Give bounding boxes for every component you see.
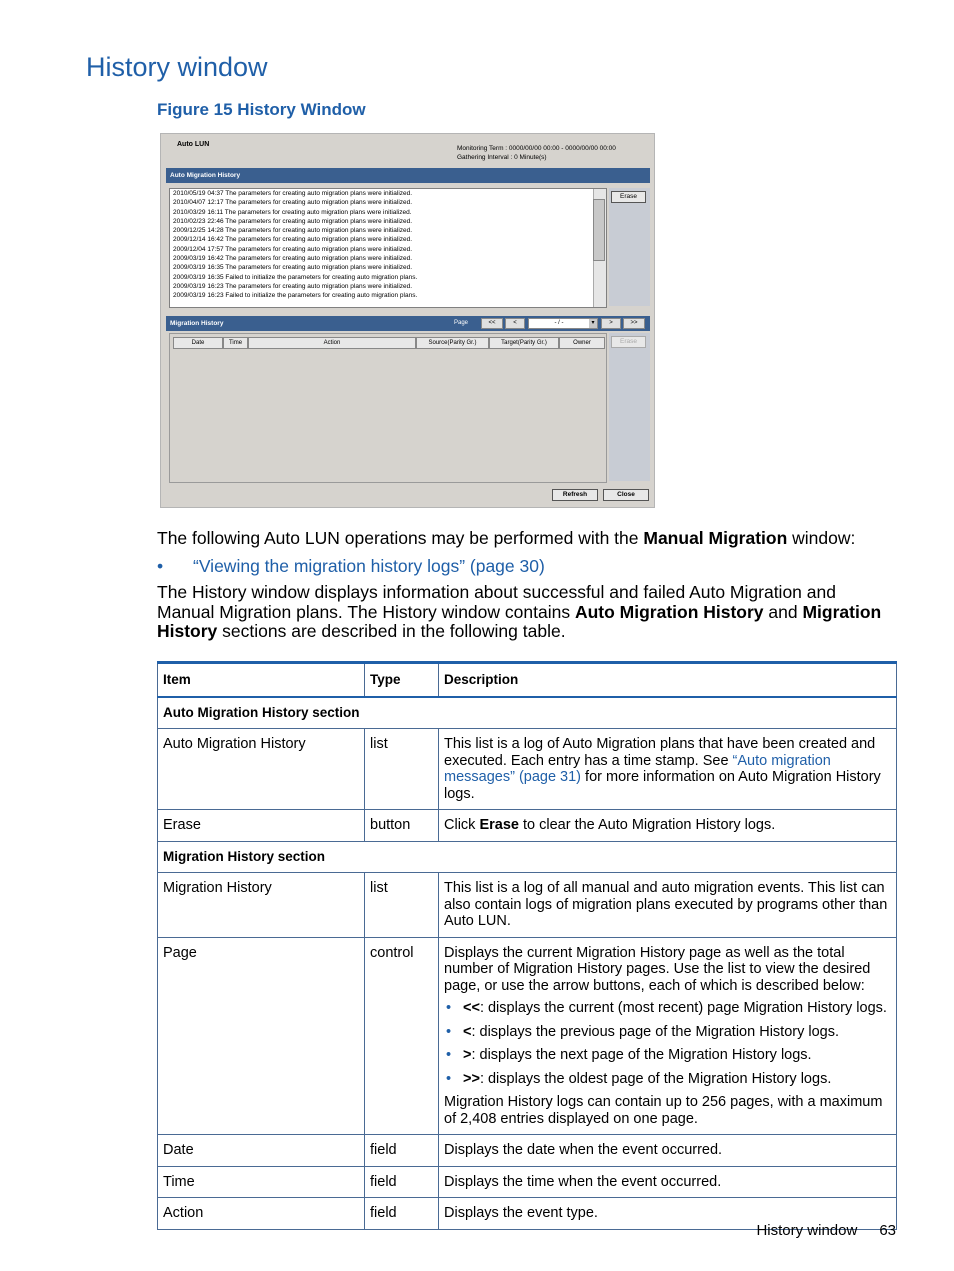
window-title: Auto LUN <box>177 141 210 148</box>
list-item: 2009/03/19 16:35 Failed to initialize the parameters for creating auto migration plans. <box>173 273 418 281</box>
list-item: • >>: displays the oldest page of the Migration History logs. <box>444 1071 891 1088</box>
list-item: 2010/04/07 12:17 The parameters for creating auto migration plans were initialized. <box>173 199 413 207</box>
vertical-scrollbar[interactable] <box>593 189 606 307</box>
list-item: 2009/03/19 16:42 The parameters for creating auto migration plans were initialized. <box>173 255 413 263</box>
table-row: Migration History list This list is a log of all manual and auto migration events. This list can also contain logs of migration plans executed by programs other than Auto LUN. <box>158 873 897 938</box>
list-item: • <<: displays the current (most recent) page Migration History logs. <box>444 1000 891 1017</box>
auto-migration-history-bar: Auto Migration History <box>166 168 650 183</box>
bullet-item: • “Viewing the migration history logs” (page 30) <box>157 556 545 576</box>
column-header-action[interactable]: Action <box>248 337 416 349</box>
table-header-row <box>158 663 897 697</box>
table-row: Page control Displays the current Migration History page as well as the total number of Migration History pages. Use the list to view the desired page, or use the arrow buttons, each of which is described below: • <<: displays the current (most recent) page Migration History logs. • <: displays the previous page of the Migration History logs. • >: displays the next page of the Migration History logs. • >>: displays the oldest page of the Migration History logs. Migration History logs can contain up to 256 pages, with a maximum of 2,408 entries displayed on one page. <box>158 937 897 1135</box>
right-panel <box>609 188 650 306</box>
list-item: • <: displays the previous page of the Migration History logs. <box>444 1024 891 1041</box>
items-table <box>157 661 897 1230</box>
list-item: 2009/03/19 16:35 The parameters for creating auto migration plans were initialized. <box>173 264 413 272</box>
column-header-date[interactable]: Date <box>173 337 223 349</box>
column-header-target[interactable]: Target(Parity Gr.) <box>489 337 559 349</box>
list-item: 2009/12/14 16:42 The parameters for creating auto migration plans were initialized. <box>173 236 413 244</box>
next-page-button[interactable]: > <box>601 318 621 329</box>
gathering-interval: Gathering Interval : 0 Minute(s) <box>457 154 547 161</box>
last-page-button[interactable]: >> <box>623 318 645 329</box>
erase-button[interactable]: Erase <box>611 191 646 203</box>
list-item: 2009/12/25 14:28 The parameters for creating auto migration plans were initialized. <box>173 227 413 235</box>
monitor-info <box>457 144 616 162</box>
figure-caption: Figure 15 History Window <box>157 100 366 119</box>
chevron-down-icon: ▾ <box>589 319 597 328</box>
header-description: Description <box>439 663 897 697</box>
erase-button-disabled[interactable]: Erase <box>611 336 646 348</box>
list-item: 2010/03/29 16:11 The parameters for creating auto migration plans were initialized. <box>173 208 412 216</box>
description-paragraph: The History window displays information about successful and failed Auto Migration and Manual Migration plans. The History window contains Auto Migration History and Migration History sections are described in the following table. <box>157 582 882 641</box>
auto-migration-messages-link[interactable]: “Auto migration messages” (page 31) <box>444 752 831 785</box>
viewing-history-link[interactable]: “Viewing the migration history logs” (page 30) <box>193 556 545 576</box>
list-item: • >: displays the next page of the Migration History logs. <box>444 1047 891 1064</box>
section-row: Auto Migration History section <box>158 697 897 729</box>
column-header-owner[interactable]: Owner <box>559 337 605 349</box>
table-row: Action field Displays the event type. <box>158 1198 897 1230</box>
close-button[interactable]: Close <box>603 489 649 501</box>
list-item: 2009/12/04 17:57 The parameters for creating auto migration plans were initialized. <box>173 245 413 253</box>
first-page-button[interactable]: << <box>481 318 503 329</box>
section-row: Migration History section <box>158 841 897 873</box>
list-item: 2010/02/23 22:46 The parameters for creating auto migration plans were initialized. <box>173 217 413 225</box>
header-item: Item <box>158 663 365 697</box>
table-row: Erase button Click Erase to clear the Auto Migration History logs. <box>158 810 897 842</box>
footer-section: History window <box>756 1222 858 1239</box>
auto-migration-history-list[interactable] <box>169 188 607 308</box>
prev-page-button[interactable]: < <box>505 318 525 329</box>
page-number: 63 <box>879 1222 896 1239</box>
table-row: Auto Migration History list This list is a log of Auto Migration plans that have been created and executed. Each entry has a time stamp. See “Auto migration messages” (page 31) for more information on Auto Migration History logs. <box>158 729 897 810</box>
right-panel <box>609 333 650 481</box>
table-row: Time field Displays the time when the event occurred. <box>158 1166 897 1198</box>
arrow-button-list <box>444 1000 891 1087</box>
column-header-source[interactable]: Source(Parity Gr.) <box>416 337 489 349</box>
table-row: Date field Displays the date when the event occurred. <box>158 1135 897 1167</box>
scroll-thumb[interactable] <box>593 199 605 261</box>
intro-paragraph: The following Auto LUN operations may be performed with the Manual Migration window: <box>157 528 856 548</box>
page-select[interactable]: - / - ▾ <box>528 318 598 329</box>
history-window-screenshot <box>160 133 655 508</box>
page-footer <box>756 1222 896 1239</box>
page-heading: History window <box>86 52 268 82</box>
monitoring-term: Monitoring Term : 0000/00/00 00:00 - 0000/00/00 00:00 <box>457 145 616 152</box>
migration-history-bar: Migration History <box>166 316 650 331</box>
header-type: Type <box>365 663 439 697</box>
page-label: Page <box>454 320 469 326</box>
list-item: 2009/03/19 16:23 The parameters for creating auto migration plans were initialized. <box>173 282 413 290</box>
table-header <box>170 337 606 347</box>
list-item: 2010/05/19 04:37 The parameters for creating auto migration plans were initialized. <box>173 190 413 197</box>
column-header-time[interactable]: Time <box>223 337 248 349</box>
refresh-button[interactable]: Refresh <box>552 489 598 501</box>
list-item: 2009/03/19 16:23 Failed to initialize the parameters for creating auto migration plans. <box>173 292 418 300</box>
migration-history-table[interactable] <box>169 333 607 483</box>
